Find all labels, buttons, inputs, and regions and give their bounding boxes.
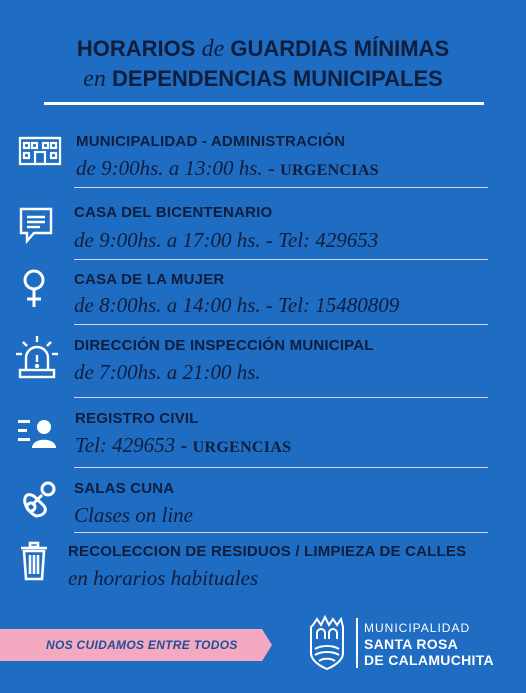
separator (74, 259, 488, 260)
separator (74, 324, 488, 325)
detail-urgencias: URGENCIAS (280, 162, 379, 179)
title-line-1 (0, 34, 526, 64)
campaign-banner-text: NOS CUIDAMOS ENTRE TODOS (46, 638, 238, 652)
item-label-registro: REGISTRO CIVIL (75, 410, 199, 427)
separator (74, 187, 488, 188)
message-icon (18, 206, 54, 244)
logo-santa-rosa: SANTA ROSA (364, 636, 458, 652)
separator (74, 397, 488, 398)
title-en: en (83, 66, 106, 92)
item-label-salas-cuna: SALAS CUNA (74, 480, 175, 497)
title-horarios: HORARIOS (76, 36, 196, 61)
item-label-municipalidad: MUNICIPALIDAD - ADMINISTRACIÓN (76, 133, 346, 150)
female-symbol-icon (20, 268, 48, 310)
title-guardias: GUARDIAS MÍNIMAS (230, 36, 450, 61)
alarm-light-icon (14, 334, 60, 380)
detail-hours: de 9:00hs. a 13:00 hs. - (76, 156, 275, 180)
logo-divider (356, 618, 358, 668)
item-label-bicentenario: CASA DEL BICENTENARIO (74, 204, 273, 221)
detail-urgencias: URGENCIAS (192, 439, 292, 456)
logo-calamuchita: DE CALAMUCHITA (364, 652, 494, 668)
item-detail-salas-cuna: Clases on line (74, 503, 193, 527)
logo-municipalidad: MUNICIPALIDAD (364, 621, 471, 635)
item-label-recoleccion: RECOLECCION DE RESIDUOS / LIMPIEZA DE CALLES (68, 543, 467, 560)
item-detail-recoleccion: en horarios habituales (68, 566, 259, 590)
building-icon (18, 132, 62, 166)
title-line-2 (0, 64, 526, 94)
separator (74, 467, 488, 468)
separator (74, 532, 488, 533)
item-detail-registro (75, 433, 291, 458)
id-card-icon (16, 417, 58, 449)
item-detail-bicentenario: de 9:00hs. a 17:00 hs. - Tel: 429653 (74, 228, 379, 252)
item-label-inspeccion: DIRECCIÓN DE INSPECCIÓN MUNICIPAL (74, 337, 374, 354)
title-de: de (201, 36, 225, 62)
title-underline (44, 102, 484, 105)
municipal-crest-icon (303, 615, 351, 671)
page-title (0, 34, 526, 94)
title-dependencias: DEPENDENCIAS MUNICIPALES (111, 66, 443, 91)
item-detail-inspeccion: de 7:00hs. a 21:00 hs. (74, 360, 261, 384)
item-label-mujer: CASA DE LA MUJER (74, 271, 225, 288)
trash-can-icon (20, 541, 48, 581)
item-detail-municipalidad (76, 156, 379, 181)
item-detail-mujer: de 8:00hs. a 14:00 hs. - Tel: 15480809 (74, 293, 400, 317)
detail-tel: Tel: 429653 - (75, 433, 188, 457)
pacifier-icon (18, 478, 60, 520)
